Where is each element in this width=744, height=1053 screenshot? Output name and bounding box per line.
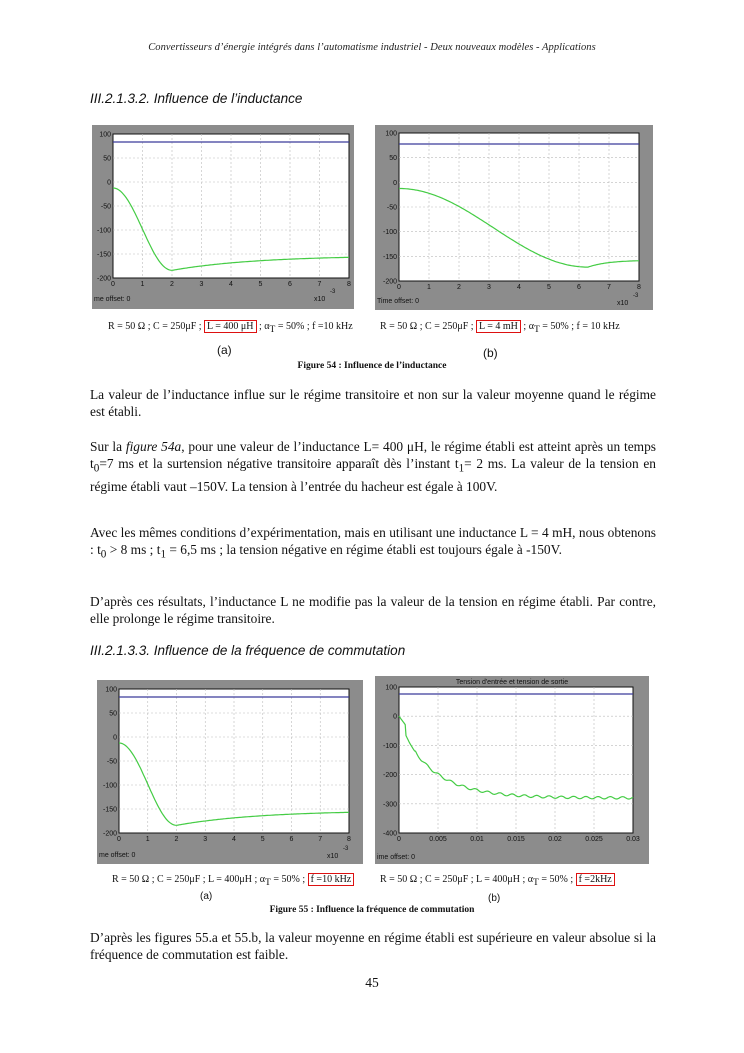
alpha-subscript: T — [265, 878, 271, 888]
y-tick-label: -100 — [382, 229, 397, 237]
alpha-subscript: T — [269, 325, 276, 335]
x-tick-label: 4 — [229, 281, 233, 288]
figure-55a-label: (a) — [200, 891, 213, 902]
figure-54a-plot — [92, 125, 354, 309]
running-header: Convertisseurs d’énergie intégrés dans l’automatisme industriel - Deux nouveaux modèles - Applications — [148, 42, 596, 53]
x-tick-label: 4 — [232, 836, 236, 843]
exponent-label: x10 — [314, 296, 326, 303]
figure-54a-scope — [92, 125, 354, 309]
y-tick-label: -100 — [96, 227, 111, 235]
x-tick-label: 2 — [457, 284, 461, 291]
figure-54b-scope — [375, 125, 653, 310]
figure-54a-label: (a) — [217, 343, 232, 357]
figure-54a-params — [108, 321, 353, 335]
x-tick-label: 3 — [203, 836, 208, 843]
text-run: Sur la — [90, 439, 126, 454]
text-run: , pour une valeur de l’inductance L= 400 μH, le régime établi est atteint après un temps t — [90, 439, 656, 471]
x-tick-label: 7 — [607, 284, 611, 291]
highlighted-param: f =2kHz — [576, 873, 615, 886]
text-run: > 8 ms ; t — [106, 542, 161, 557]
x-tick-label: 6 — [288, 281, 292, 288]
text-run: = 6,5 ms ; la tension négative en régime établi est toujours égale à -150V. — [166, 542, 562, 557]
x-tick-label: 0.03 — [626, 836, 640, 843]
params-text: R = 50 Ω ; C = 250μF ; — [380, 321, 474, 332]
paragraph-2 — [90, 438, 656, 495]
exponent-sup: -3 — [330, 289, 336, 295]
params-text: R = 50 Ω ; C = 250μF ; L = 400μH ; — [380, 874, 526, 885]
section-title-frequency: III.2.1.3.3. Influence de la fréquence de commutation — [90, 643, 406, 658]
x-tick-label: 3 — [487, 284, 491, 291]
y-tick-label: -200 — [382, 278, 397, 286]
x-tick-label: 0 — [117, 836, 121, 843]
x-tick-label: 5 — [258, 281, 263, 288]
figure-54b-params — [380, 321, 620, 335]
exponent-label: x10 — [327, 853, 339, 860]
y-tick-label: 100 — [385, 684, 397, 692]
x-tick-label: 8 — [637, 284, 641, 291]
params-text: = 50% ; f = 10 kHz — [542, 321, 620, 332]
figure-reference: figure 54a — [125, 439, 182, 454]
alpha-subscript: T — [533, 878, 539, 888]
y-tick-label: 0 — [107, 179, 111, 187]
time-offset-label: me offset: 0 — [94, 296, 131, 303]
params-text: R = 50 Ω ; C = 250μF ; — [108, 321, 202, 332]
y-tick-label: -200 — [382, 772, 397, 780]
highlighted-param: L = 4 mH — [476, 320, 521, 333]
params-text: ; α — [259, 321, 270, 332]
x-tick-label: 0.015 — [507, 836, 525, 843]
y-tick-label: -100 — [102, 782, 117, 790]
params-text: = 50% ; f =10 kHz — [277, 321, 353, 332]
page-number: 45 — [365, 975, 379, 990]
alpha-subscript: T — [533, 325, 540, 335]
y-tick-label: -150 — [382, 253, 397, 261]
y-tick-label: -50 — [106, 758, 117, 766]
subscript: 1 — [458, 462, 465, 475]
x-tick-label: 1 — [140, 281, 145, 288]
figure-54b-label: (b) — [483, 346, 498, 360]
y-tick-label: 0 — [393, 179, 397, 187]
params-text: = 50% ; — [273, 874, 306, 885]
x-tick-label: 7 — [317, 281, 322, 288]
x-tick-label: 8 — [347, 836, 351, 843]
x-tick-label: 0 — [397, 836, 401, 843]
section-title-inductance: III.2.1.3.2. Influence de l’inductance — [90, 91, 303, 106]
y-tick-label: -200 — [96, 275, 111, 283]
x-tick-label: 5 — [260, 836, 265, 843]
subscript: 0 — [93, 462, 100, 475]
text-run: Avec les mêmes conditions d’expérimentation, mais en utilisant une inductance L = 4 mH, nous obtenons : t — [90, 525, 656, 557]
y-tick-label: 0 — [393, 713, 397, 721]
y-tick-label: -400 — [382, 830, 397, 838]
x-tick-label: 2 — [174, 836, 179, 843]
figure-54-caption: Figure 54 : Influence de l’inductance — [297, 361, 447, 371]
y-tick-label: -300 — [382, 801, 397, 809]
x-tick-label: 5 — [547, 284, 551, 291]
params-text: = 50% ; — [541, 874, 574, 885]
time-offset-label: me offset: 0 — [99, 852, 136, 859]
x-tick-label: 0.005 — [429, 836, 447, 843]
x-tick-label: 1 — [145, 836, 150, 843]
figure-54b-plot — [375, 125, 653, 310]
x-tick-label: 4 — [517, 284, 521, 291]
params-text: α — [527, 874, 534, 885]
time-offset-label: Time offset: 0 — [377, 298, 420, 305]
highlighted-param: f =10 kHz — [308, 873, 355, 886]
y-tick-label: -100 — [382, 742, 397, 750]
x-tick-label: 1 — [427, 284, 431, 291]
paragraph-4: D’après ces résultats, l’inductance L ne modifie pas la valeur de la tension en régime établi. Par contre, elle prolonge le régime transitoire. — [90, 594, 656, 626]
y-tick-label: -50 — [100, 203, 111, 211]
y-tick-label: -150 — [102, 806, 117, 814]
figure-55-caption: Figure 55 : Influence la fréquence de commutation — [269, 905, 475, 915]
figure-55a-params — [112, 874, 354, 888]
y-tick-label: 50 — [389, 155, 397, 163]
params-text: α — [259, 874, 266, 885]
text-run: = 2 ms. La valeur de la tension en régime établi vaut –150V. La tension à l’entrée du hacheur est égale à 100V. — [90, 456, 656, 494]
x-tick-label: 8 — [347, 281, 351, 288]
chart-title: Tension d'entrée et tension de sortie — [455, 679, 569, 686]
paragraph-3 — [90, 524, 656, 564]
exponent-sup: -3 — [343, 846, 349, 852]
x-tick-label: 3 — [199, 281, 204, 288]
y-tick-label: 50 — [109, 710, 117, 718]
figure-55b-plot — [375, 676, 649, 864]
y-tick-label: 100 — [385, 130, 397, 138]
paragraph-5: D’après les figures 55.a et 55.b, la valeur moyenne en régime établi est supérieure en valeur absolue si la fréquence de commutation est faible. — [90, 930, 656, 962]
y-tick-label: -150 — [96, 251, 111, 259]
figure-55a-scope — [97, 680, 363, 864]
subscript: 0 — [100, 548, 107, 561]
y-tick-label: 0 — [113, 734, 117, 742]
exponent-sup: -3 — [633, 293, 639, 299]
figure-55a-plot — [97, 680, 363, 864]
params-text: R = 50 Ω ; C = 250μF ; L = 400μH ; — [112, 874, 258, 885]
time-offset-label: ime offset: 0 — [377, 854, 416, 861]
x-tick-label: 0 — [111, 281, 115, 288]
params-text: ; α — [523, 321, 534, 332]
x-tick-label: 0 — [397, 284, 401, 291]
x-tick-label: 7 — [318, 836, 323, 843]
y-tick-label: -50 — [386, 204, 397, 212]
subscript: 1 — [160, 548, 167, 561]
x-tick-label: 0.025 — [585, 836, 603, 843]
highlighted-param: L = 400 μH — [204, 320, 256, 333]
figure-55b-params — [380, 874, 615, 888]
y-tick-label: -200 — [102, 830, 117, 838]
y-tick-label: 50 — [103, 155, 111, 163]
y-tick-label: 100 — [99, 131, 111, 139]
y-tick-label: 100 — [105, 686, 117, 694]
paragraph-1: La valeur de l’inductance influe sur le régime transitoire et non sur la valeur moyenne quand le régime est établi. — [90, 387, 656, 419]
x-tick-label: 6 — [289, 836, 294, 843]
exponent-label: x10 — [617, 300, 629, 307]
figure-55b-scope — [375, 676, 649, 864]
x-tick-label: 0.01 — [470, 836, 484, 843]
text-run: =7 ms et la surtension négative transitoire apparaît dès l’instant t — [99, 456, 459, 471]
x-tick-label: 2 — [170, 281, 174, 288]
x-tick-label: 0.02 — [548, 836, 562, 843]
figure-55b-label: (b) — [488, 893, 501, 904]
x-tick-label: 6 — [577, 284, 581, 291]
